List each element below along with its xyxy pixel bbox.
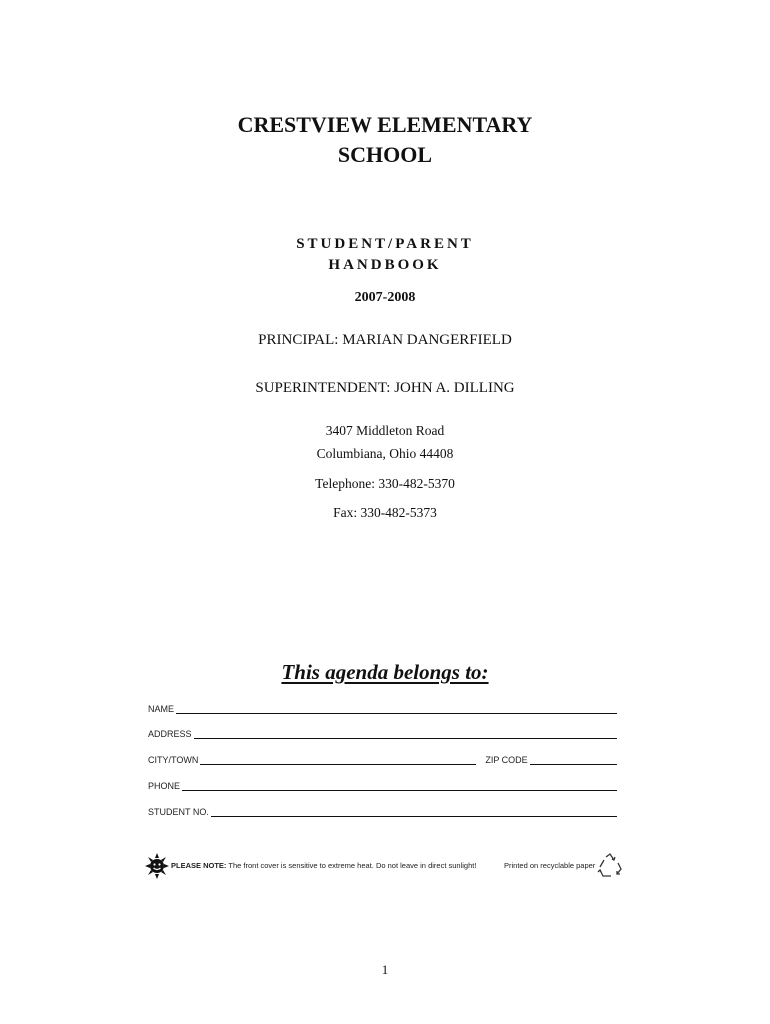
notice-label: PLEASE NOTE: — [171, 861, 227, 870]
city-label: CITY/TOWN — [148, 755, 199, 765]
phone-label: PHONE — [148, 781, 181, 791]
zip-line[interactable] — [530, 754, 617, 765]
name-line[interactable] — [176, 703, 617, 714]
phone-field[interactable] — [148, 780, 617, 791]
recycle-text: Printed on recyclable paper — [504, 861, 596, 870]
city-line[interactable] — [200, 754, 476, 765]
fax-line: Fax: 330-482-5373 — [333, 505, 437, 520]
handbook-title — [0, 234, 770, 276]
school-name-line1: CRESTVIEW ELEMENTARY — [237, 112, 533, 137]
name-label: NAME — [148, 704, 175, 714]
phone-line[interactable] — [182, 780, 617, 791]
student-no-line[interactable] — [211, 806, 617, 817]
recycle-icon — [597, 852, 623, 880]
school-name — [0, 110, 770, 170]
student-no-field[interactable] — [148, 806, 617, 817]
address-line[interactable] — [194, 728, 617, 739]
school-year: 2007-2008 — [354, 290, 416, 305]
page-number: 1 — [381, 962, 389, 977]
sun-icon — [145, 852, 169, 880]
superintendent-line: SUPERINTENDENT: JOHN A. DILLING — [255, 380, 515, 396]
zip-label: ZIP CODE — [485, 755, 528, 765]
address-label: ADDRESS — [148, 729, 192, 739]
city-zip-field[interactable] — [148, 754, 617, 765]
address-street: 3407 Middleton Road — [325, 423, 445, 438]
school-name-line2: SCHOOL — [337, 142, 433, 167]
handbook-title-line2: HANDBOOK — [328, 257, 442, 273]
notice-bar — [145, 852, 623, 882]
address-field[interactable] — [148, 728, 617, 739]
address-city: Columbiana, Ohio 44408 — [316, 446, 454, 461]
agenda-heading: This agenda belongs to: — [281, 660, 489, 684]
telephone-line: Telephone: 330-482-5370 — [315, 476, 455, 491]
notice-text — [171, 861, 476, 870]
student-no-label: STUDENT NO. — [148, 807, 209, 817]
name-field[interactable] — [148, 703, 617, 714]
principal-line: PRINCIPAL: MARIAN DANGERFIELD — [258, 332, 512, 348]
handbook-title-line1: STUDENT/PARENT — [296, 236, 474, 252]
notice-body: The front cover is sensitive to extreme heat. Do not leave in direct sunlight! — [226, 861, 477, 870]
